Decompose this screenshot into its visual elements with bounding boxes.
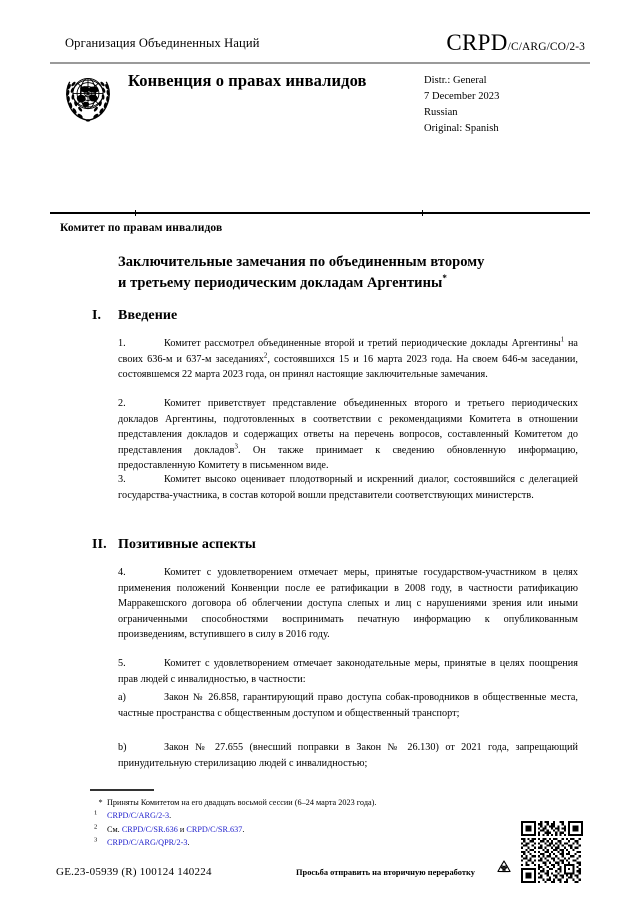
footnote-link[interactable]: CRPD/C/SR.636 bbox=[121, 824, 178, 834]
document-symbol-main: CRPD bbox=[446, 30, 508, 55]
subitem-text: Закон № 26.858, гарантирующий право доступа собак-проводников в общественные места, частные пространства с общественным доступом и общественный транспорт; bbox=[118, 692, 578, 719]
footnote-text: . bbox=[187, 837, 190, 847]
page-title bbox=[118, 252, 538, 295]
footnote-marker: 2 bbox=[94, 822, 98, 830]
page-title-line1: Заключительные замечания по объединенным второму bbox=[118, 254, 485, 270]
distribution-block bbox=[424, 73, 499, 137]
footnote-text-tail: . bbox=[242, 824, 245, 834]
footnote-star bbox=[94, 796, 534, 809]
footnote-marker: 1 bbox=[94, 809, 98, 817]
subitem-text: Закон № 27.655 (внесший поправки в Закон № 26.130) от 2021 года, запрещающий принудительную стерилизацию людей с инвалидностью; bbox=[118, 742, 578, 769]
qr-code[interactable] bbox=[521, 821, 583, 883]
paragraph-text: Комитет с удовлетворением отмечает законодательные меры, принятые в целях поощрения прав людей с инвалидностью, в частности: bbox=[118, 658, 578, 685]
document-original-language: Original: Spanish bbox=[424, 122, 499, 134]
paragraph-4 bbox=[118, 565, 578, 643]
paragraph-number: 4. bbox=[118, 567, 126, 578]
subitem-a bbox=[118, 690, 578, 721]
footnote-ref-3[interactable]: 3 bbox=[234, 442, 238, 451]
footnote-marker: 3 bbox=[94, 836, 98, 844]
paragraph-text-a: Комитет приветствует представление объединенных второго и третьего периодических докладов Аргентины, подготовленных в соответствии с рекомендациями Комитета в отношении представления докладов и содержащих ответы на перечень вопросов, составленный Комитетом до представления докладов bbox=[118, 398, 578, 456]
document-date: 7 December 2023 bbox=[424, 90, 500, 102]
footnote-1 bbox=[94, 809, 534, 822]
document-symbol bbox=[446, 30, 585, 56]
section-number: I. bbox=[92, 308, 102, 323]
paragraph-number: 5. bbox=[118, 658, 126, 669]
section-heading-introduction bbox=[92, 308, 552, 324]
convention-title: Конвенция о правах инвалидов bbox=[128, 71, 367, 90]
footnote-text-mid: и bbox=[177, 824, 187, 834]
paragraph-text-b: . Он также принимает к сведению обновленную информацию, предоставленную Комитету в письменном виде. bbox=[118, 444, 578, 472]
page-title-line2: и третьему периодическим докладам Аргентины bbox=[118, 275, 443, 292]
paragraph-3 bbox=[118, 472, 578, 503]
footnote-ref-2[interactable]: 2 bbox=[263, 351, 268, 360]
footnote-marker: * bbox=[98, 798, 103, 807]
document-job-code: GE.23-05939 (R) 100124 140224 bbox=[56, 866, 212, 878]
footnote-link-2[interactable]: CRPD/C/SR.637 bbox=[186, 824, 243, 834]
document-symbol-sub: /C/ARG/CO/2-3 bbox=[507, 41, 585, 53]
section-number: II. bbox=[92, 537, 107, 552]
paragraph-2 bbox=[118, 396, 578, 474]
un-emblem bbox=[60, 70, 116, 126]
paragraph-number: 2. bbox=[118, 398, 126, 409]
footnote-text: Приняты Комитетом на его двадцать восьмой сессии (6–24 марта 2023 года). bbox=[107, 798, 377, 807]
paragraph-number: 3. bbox=[118, 474, 126, 485]
footnote-ref-1[interactable]: 1 bbox=[560, 335, 565, 344]
recycle-icon bbox=[494, 858, 514, 878]
footnote-link[interactable]: CRPD/C/ARG/QPR/2-3 bbox=[107, 837, 188, 847]
subitem-letter: a) bbox=[118, 692, 126, 703]
recycle-notice: Просьба отправить на вторичную переработку bbox=[296, 868, 475, 877]
paragraph-text-c: , состоявшихся 15 и 16 марта 2023 года. На своем 646-м заседании, состоявшемся 22 марта 2023 года, он принял настоящие заключительные замечания. bbox=[118, 353, 578, 381]
paragraph-5 bbox=[118, 656, 578, 687]
document-language: Russian bbox=[424, 106, 458, 118]
footnote-divider bbox=[90, 789, 154, 791]
section-heading-positive-aspects bbox=[92, 537, 552, 553]
section-divider bbox=[50, 212, 590, 214]
subitem-b bbox=[118, 740, 578, 771]
organization-name: Организация Объединенных Наций bbox=[65, 36, 260, 50]
section-title: Введение bbox=[118, 308, 178, 323]
footnote-text: . bbox=[169, 811, 172, 821]
paragraph-text-a: Комитет рассмотрел объединенные второй и третий периодические доклады Аргентины bbox=[164, 338, 561, 349]
footnote-link[interactable]: CRPD/C/ARG/2-3 bbox=[107, 811, 170, 821]
subitem-letter: b) bbox=[118, 742, 127, 753]
footnote-text: См. bbox=[107, 824, 122, 834]
document-header bbox=[65, 30, 585, 56]
paragraph-1 bbox=[118, 336, 578, 383]
section-title: Позитивные аспекты bbox=[118, 537, 256, 552]
committee-name: Комитет по правам инвалидов bbox=[60, 222, 223, 234]
paragraph-number: 1. bbox=[118, 338, 126, 349]
footnote-2 bbox=[94, 823, 534, 836]
paragraph-text-b: на своих 636-м и 637-м заседаниях bbox=[118, 338, 578, 365]
distribution-line: Distr.: General bbox=[424, 75, 487, 86]
paragraph-text: Комитет с удовлетворением отмечает меры, принятые государством-участником в целях применения положений Конвенции после ее ратификации в 2008 году, в частности ратификацию Марракешского договора об облегчении доступа слепых и лиц с нарушениями зрения или иными ограниченными способностями воспринимать печатную информацию к опубликованным произведениям, вступившего в силу в 2016 году. bbox=[118, 567, 578, 641]
paragraph-text: Комитет высоко оценивает плодотворный и искренний диалог, состоявшийся с делегацией государства-участника, в состав которой вошли представители соответствующих министерств. bbox=[118, 474, 578, 501]
footnotes-block bbox=[94, 796, 534, 849]
footnote-3 bbox=[94, 836, 534, 849]
title-footnote-marker: * bbox=[442, 273, 447, 284]
header-divider bbox=[50, 62, 590, 64]
